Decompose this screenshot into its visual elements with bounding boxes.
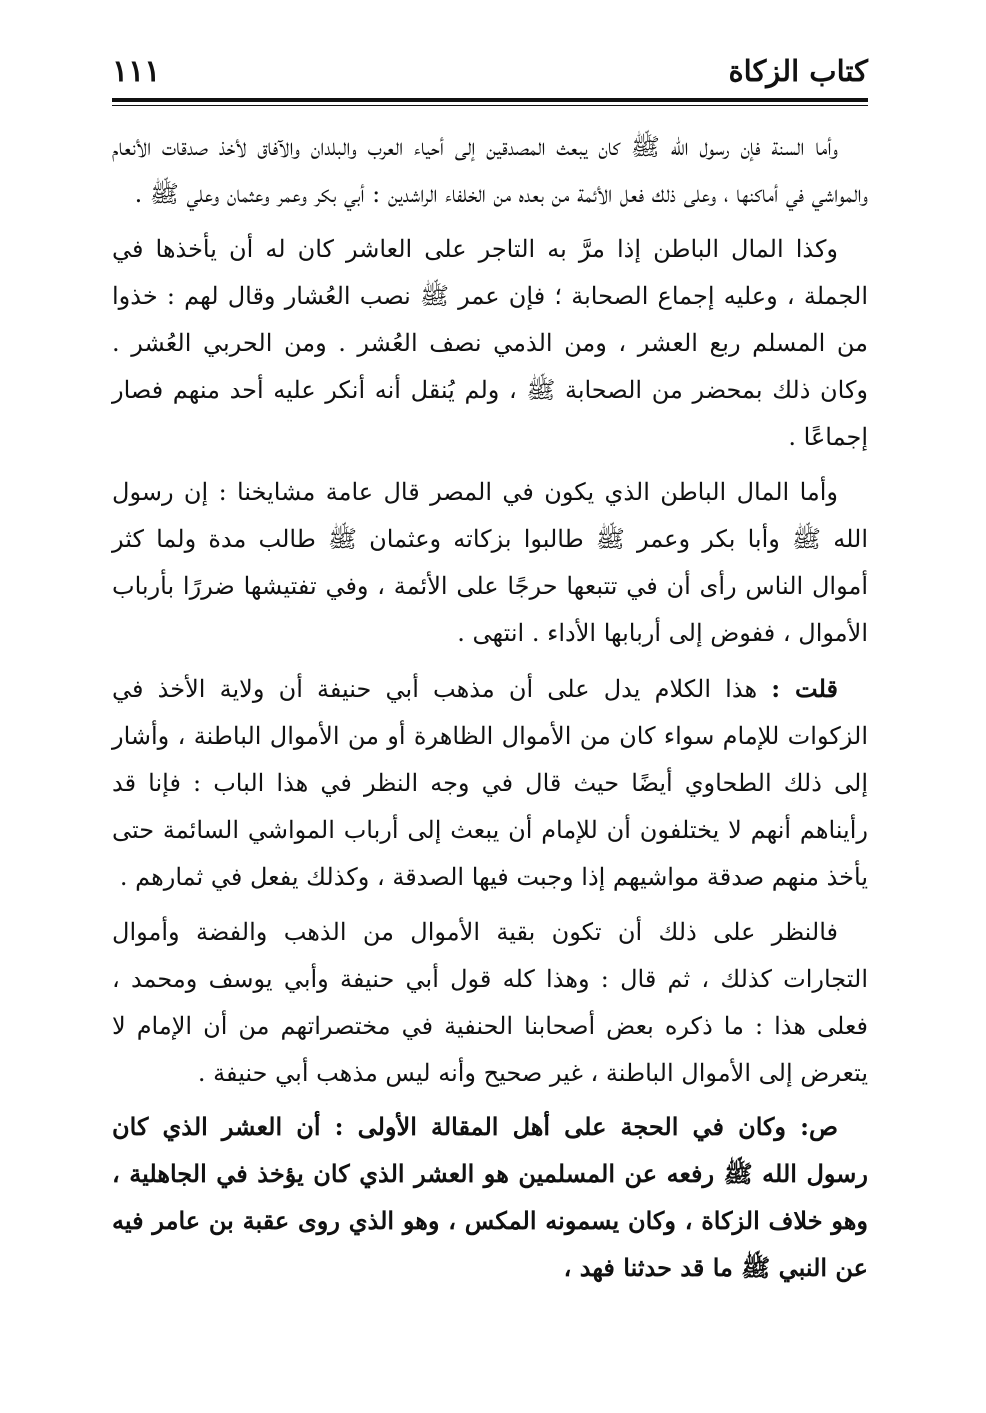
page-body: [112, 124, 868, 1299]
header-rule-thin: [112, 105, 868, 106]
paragraph-conclusion: فالنظر على ذلك أن تكون بقية الأموال من الذهب والفضة وأموال التجارات كذلك ، ثم قال : وهذا كله قول أبي حنيفة وأبي يوسف ومحمد ، فعلى هذا : ما ذكره بعض أصحابنا الحنفية في مختصراتهم من أن الإمام لا يتعرض إلى الأموال الباطنة ، غير صحيح وأنه ليس مذهب أبي حنيفة .: [112, 918, 868, 1087]
page-number: ١١١: [112, 54, 161, 89]
header-rule-thick: [112, 98, 868, 102]
running-title: كتاب الزكاة: [728, 54, 868, 88]
qultu-text: هذا الكلام يدل على أن مذهب أبي حنيفة أن ولاية الأخذ في الزكوات للإمام سواء كان من الأموال الظاهرة أو من الأموال الباطنة ، وأشار إلى ذلك الطحاوي أيضًا حيث قال في وجه النظر في هذا الباب : فإنا قد رأيناهم أنهم لا يختلفون أن للإمام أن يبعث إلى أرباب المواشي السائمة حتى يأخذ منهم صدقة مواشيهم إذا وجبت فيها الصدقة ، وكذلك يفعل في ثمارهم .: [112, 675, 868, 891]
paragraph-matn: ص: وكان في الحجة على أهل المقالة الأولى : أن العشر الذي كان رسول الله ﷺ رفعه عن المسلمين هو العشر الذي كان يؤخذ في الجاهلية ، وهو خلاف الزكاة ، وكان يسمونه المكس ، وهو الذي روى عقبة بن عامر فيه عن النبي ﷺ ما قد حدثنا فهد ،: [112, 1112, 869, 1282]
paragraph-hidden-wealth-city: وأما المال الباطن الذي يكون في المصر قال عامة مشايخنا : إن رسول الله ﷺ وأبا بكر وعمر ﷺ طالبوا بزكاته وعثمان ﷺ طالب مدة ولما كثر أموال الناس رأى أن في تتبعها حرجًا على الأئمة ، وفي تفتيشها ضررًا بأرباب الأموال ، ففوض إلى أربابها الأداء . انتهى .: [112, 478, 868, 647]
qultu-lead: قلت :: [771, 674, 838, 703]
paragraph-sunnah: وأما السنة فإن رسول الله ﷺ كان يبعث المصدقين إلى أحياء العرب والبلدان والآفاق لأخذ صدقات الأنعام والمواشي في أماكنها ، وعلى ذلك فعل الأئمة من بعده من الخلفاء الراشدين : أبي بكر وعمر وعثمان وعلي ﷺ .: [112, 133, 868, 208]
page-header: [112, 52, 868, 98]
paragraph-hidden-wealth-tithe: وكذا المال الباطن إذا مرَّ به التاجر على العاشر كان له أن يأخذها في الجملة ، وعليه إجماع الصحابة ؛ فإن عمر ﷺ نصب العُشار وقال لهم : خذوا من المسلم ربع العشر ، ومن الذمي نصف العُشر . ومن الحربي العُشر . وكان ذلك بمحضر من الصحابة ﷺ ، ولم يُنقل أنه أنكر عليه أحد منهم فصار إجماعًا .: [112, 235, 869, 451]
paragraph-qultu: [112, 665, 868, 901]
